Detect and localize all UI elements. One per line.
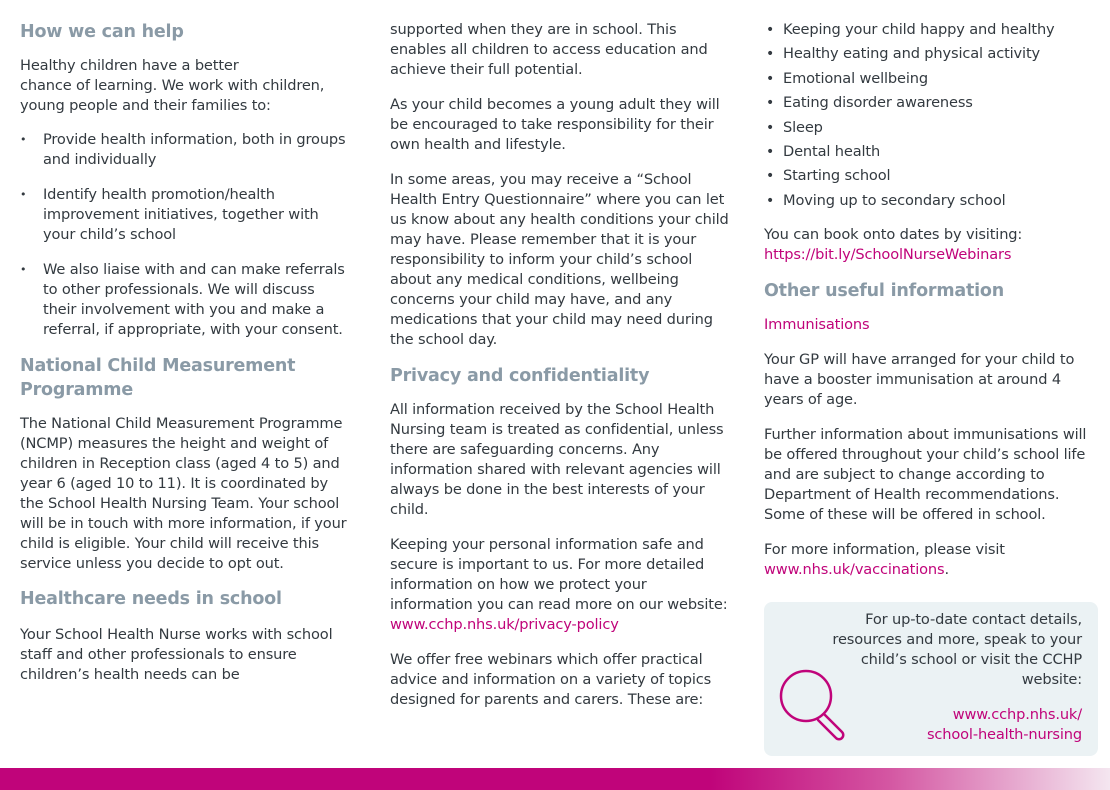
gp-text: Your GP will have arranged for your child to have a booster immunisation at around 4 years of age. [764, 351, 1075, 409]
list-item: • Keeping your child happy and healthy [764, 18, 1094, 42]
privacy-body: All information received by the School Health Nursing team is treated as confidential, unless there are safeguarding concerns. Any information shared with relevant agencies will always be done in the best interests of your child. [390, 401, 724, 518]
column-1 [20, 0, 350, 685]
healthcare-needs-body: Your School Health Nurse works with school staff and other professionals to ensure children’s health needs can be [20, 626, 333, 683]
more-info-paragraph [764, 540, 1094, 580]
cchp-link-line-2[interactable]: school-health-nursing [926, 726, 1082, 743]
contact-info-text: For up-to-date contact details, resources and more, speak to your child’s school or visit the CCHP website: [832, 611, 1082, 688]
list-item: • Sleep [764, 116, 1094, 140]
immunisations-subheading: Immunisations [764, 316, 870, 334]
how-we-help-list [20, 130, 350, 340]
contact-info-text-block [832, 610, 1082, 745]
other-info-heading: Other useful information [764, 281, 1005, 302]
intro-line-2: chance of learning. We work with children, young people and their families to: [20, 77, 325, 114]
questionnaire-text: In some areas, you may receive a “School Health Entry Questionnaire” where you can let us know about any health conditions your child may have. Please remember that it is your responsibility to inform your child’s school about any medical conditions, wellbeing concerns your child may have, and any medications that your child may need during the school day. [390, 171, 729, 348]
list-item: • Provide health information, both in groups and individually [20, 130, 350, 170]
book-dates-text [764, 225, 1094, 265]
how-we-help-heading: How we can help [20, 22, 184, 42]
column-3 [764, 0, 1094, 580]
list-item: • Healthy eating and physical activity [764, 42, 1094, 66]
cchp-link-block[interactable] [832, 705, 1082, 745]
webinars-link[interactable]: https://bit.ly/SchoolNurseWebinars [764, 246, 1012, 264]
privacy-heading: Privacy and confidentiality [390, 366, 650, 386]
column-2 [390, 0, 730, 710]
period: . [944, 561, 949, 579]
list-item: • Dental health [764, 140, 1094, 164]
ncmp-body: The National Child Measurement Programme (NCMP) measures the height and weight of children in Reception class (aged 4 to 5) and year 6 (aged 10 to 11). It is coordinated by the School Health Nursing Team. Your school will be in touch with more information, if your child is eligible. Your child will receive this service unless you decide to opt out. [20, 415, 347, 572]
list-item: • We also liaise with and can make referrals to other professionals. We will discuss their involvement with you and make a referral, if appropriate, with your consent. [20, 260, 350, 340]
secure-text: Keeping your personal information safe and secure is important to us. For more detailed information on how we protect your information you can read more on our website: [390, 536, 728, 613]
list-item: • Identify health promotion/health improvement initiatives, together with your child’s school [20, 185, 350, 245]
how-we-help-intro [20, 56, 350, 116]
healthcare-needs-heading: Healthcare needs in school [20, 589, 282, 609]
healthcare-needs-continued: supported when they are in school. This enables all children to access education and achieve their full potential. [390, 21, 708, 78]
list-item: • Starting school [764, 164, 1094, 188]
webinar-topics-list [764, 18, 1094, 213]
list-item: • Moving up to secondary school [764, 189, 1094, 213]
further-info-text: Further information about immunisations will be offered throughout your child’s school life and are subject to change according to Department of Health recommendations. Some of these will be offered in school. [764, 426, 1087, 524]
list-item: • Emotional wellbeing [764, 67, 1094, 91]
footer-gradient-bar [0, 768, 1110, 790]
list-item: • Eating disorder awareness [764, 91, 1094, 115]
contact-info-box [764, 602, 1098, 756]
cchp-link-line-1[interactable]: www.cchp.nhs.uk/ [952, 706, 1082, 723]
ncmp-heading: National Child Measurement Programme [20, 356, 296, 400]
book-text: You can book onto dates by visiting: [764, 226, 1023, 244]
vaccinations-link[interactable]: www.nhs.uk/vaccinations [764, 561, 945, 579]
privacy-policy-link[interactable]: www.cchp.nhs.uk/privacy-policy [390, 616, 619, 633]
young-adult-text: As your child becomes a young adult they will be encouraged to take responsibility for their own health and lifestyle. [390, 96, 720, 153]
privacy-secure-text [390, 535, 730, 635]
webinars-intro: We offer free webinars which offer practical advice and information on a variety of topics designed for parents and carers. These are: [390, 651, 712, 708]
more-info-text: For more information, please visit [764, 541, 1005, 559]
intro-line-1: Healthy children have a better [20, 57, 239, 74]
